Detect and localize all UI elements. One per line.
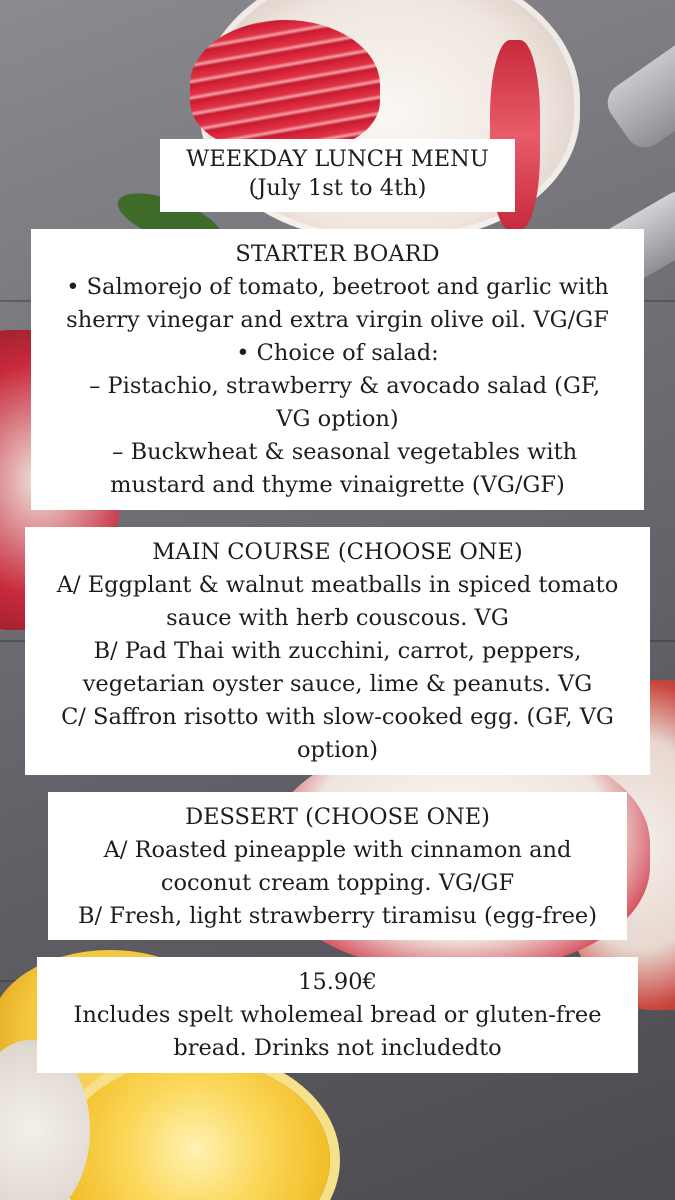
price-note-line: bread. Drinks not includedto <box>173 1035 502 1061</box>
starter-line: – Pistachio, strawberry & avocado salad (GF, <box>74 373 601 399</box>
section-heading-starter: STARTER BOARD <box>235 241 440 267</box>
main-line: B/ Pad Thai with zucchini, carrot, peppers, <box>93 638 582 664</box>
section-heading-dessert: DESSERT (CHOOSE ONE) <box>185 804 490 830</box>
dessert-card <box>48 792 627 940</box>
main-line: vegetarian oyster sauce, lime & peanuts. VG <box>82 671 593 697</box>
main-line: A/ Eggplant & walnut meatballs in spiced tomato <box>56 572 619 598</box>
price: 15.90€ <box>298 969 377 995</box>
starter-line: – Buckwheat & seasonal vegetables with <box>97 439 578 465</box>
dessert-line: coconut cream topping. VG/GF <box>160 870 515 896</box>
main-course-card <box>25 527 650 775</box>
main-line: C/ Saffron risotto with slow-cooked egg. (GF, VG <box>61 704 614 730</box>
starter-line: mustard and thyme vinaigrette (VG/GF) <box>110 472 565 498</box>
menu-dates: (July 1st to 4th) <box>248 175 427 201</box>
menu-title-card <box>160 139 515 212</box>
price-note-line: Includes spelt wholemeal bread or gluten-free <box>73 1002 602 1028</box>
section-heading-main: MAIN COURSE (CHOOSE ONE) <box>152 539 523 565</box>
strawberry-top <box>190 20 380 150</box>
dessert-line: A/ Roasted pineapple with cinnamon and <box>103 837 572 863</box>
starter-line: • Salmorejo of tomato, beetroot and garlic with <box>66 274 609 300</box>
main-line: option) <box>296 737 378 763</box>
price-card <box>37 957 638 1073</box>
starter-line: • Choice of salad: <box>236 340 439 366</box>
starter-line: sherry vinegar and extra virgin olive oil. VG/GF <box>66 307 609 333</box>
menu-title: WEEKDAY LUNCH MENU <box>186 146 489 172</box>
main-line: sauce with herb couscous. VG <box>166 605 509 631</box>
starter-line: VG option) <box>276 406 399 432</box>
starter-board-card <box>31 229 644 510</box>
dessert-line: B/ Fresh, light strawberry tiramisu (egg-free) <box>77 903 597 929</box>
